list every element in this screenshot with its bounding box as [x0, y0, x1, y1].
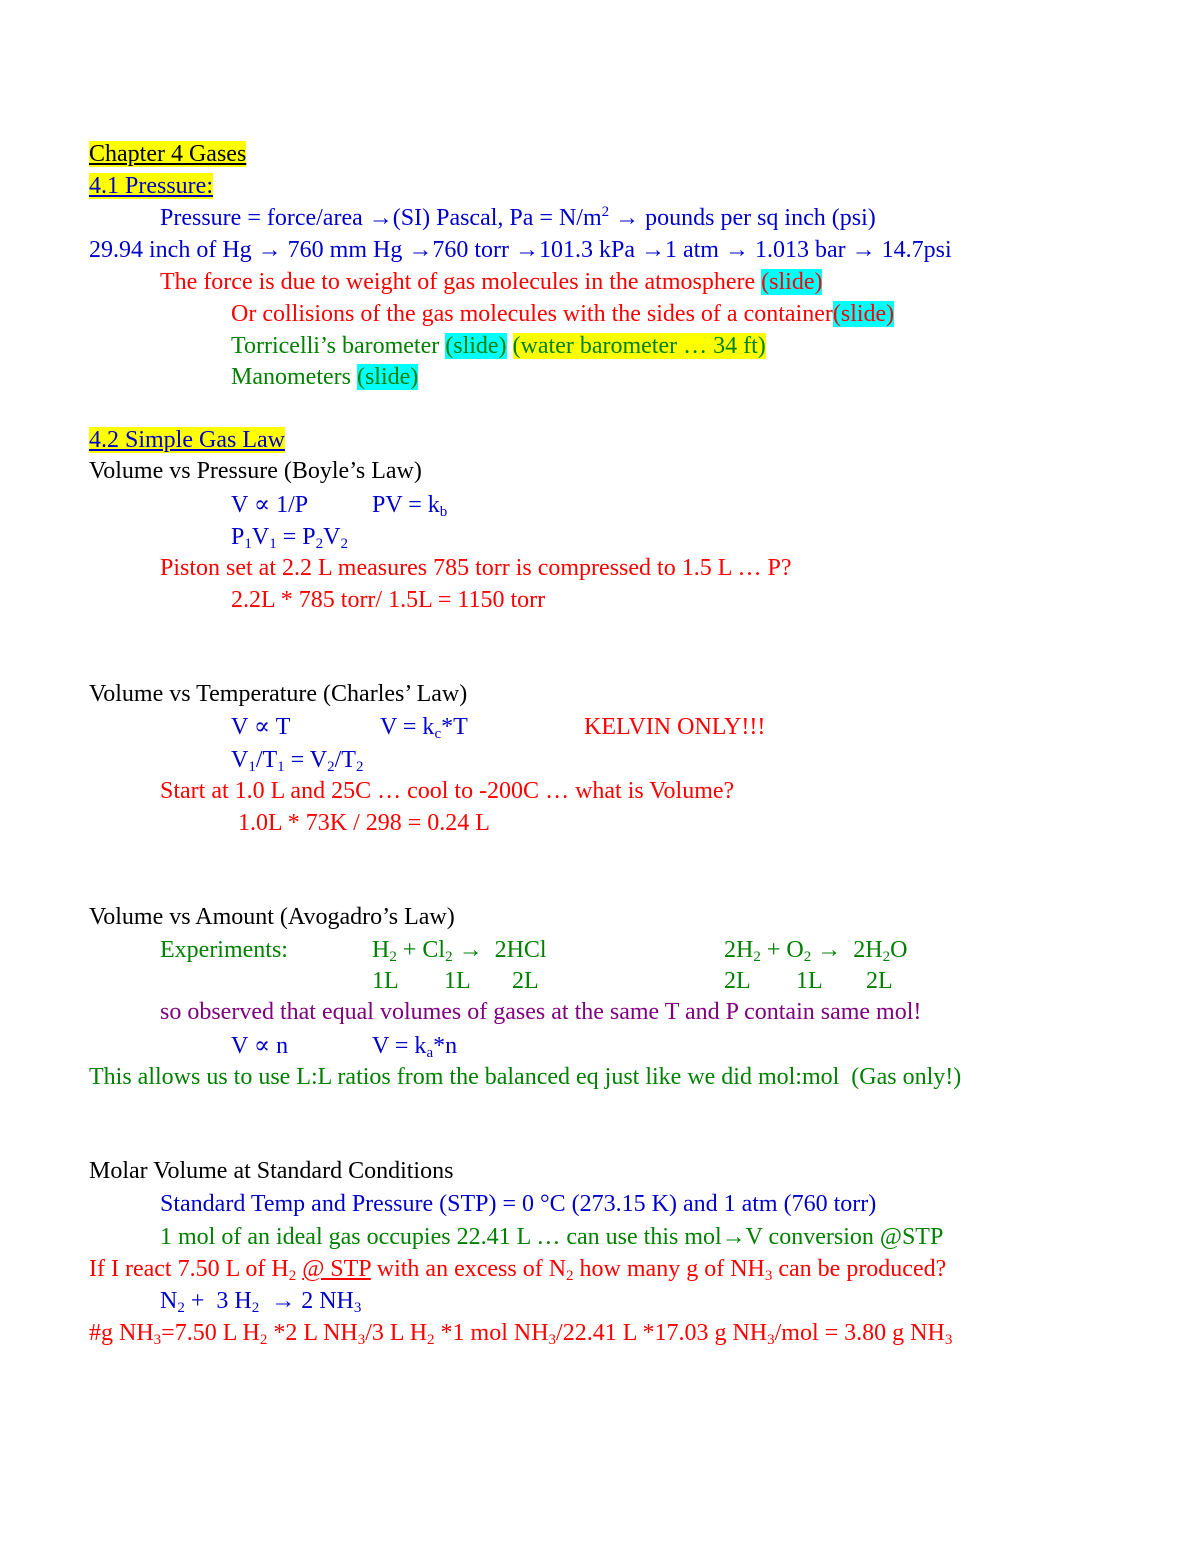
subscript: 2	[327, 759, 335, 775]
volume-value: 2L	[724, 968, 751, 994]
text-span: 2H	[724, 937, 754, 963]
subscript: 2	[753, 949, 761, 965]
subscript: 2	[177, 1300, 185, 1316]
subscript: 1	[269, 536, 277, 552]
boyle-solution: 2.2L * 785 torr/ 1.5L = 1150 torr	[231, 587, 546, 613]
text-span: 101.3 kPa	[538, 237, 641, 263]
text-span: P	[231, 524, 245, 550]
avogadro-reaction-2	[724, 935, 907, 965]
text-span: Pressure = force/area	[160, 205, 369, 231]
arrow-icon: →	[257, 237, 282, 263]
arrow-icon: →	[724, 237, 749, 263]
subscript: 3	[548, 1332, 557, 1348]
molar-problem	[89, 1254, 946, 1284]
text-span: V	[323, 524, 341, 550]
text-span: V conversion @STP	[745, 1224, 944, 1250]
subscript: 3	[767, 1332, 775, 1348]
text-span: = P	[276, 524, 316, 550]
text-span	[259, 1288, 271, 1314]
boyle-equation	[231, 522, 348, 552]
slide-tag: (slide)	[761, 269, 823, 295]
text-span: how many g of NH	[573, 1256, 765, 1282]
text-span: Manometers	[231, 364, 357, 390]
chapter-title-text: Chapter 4 Gases	[89, 141, 247, 167]
chapter-title	[89, 139, 246, 169]
text-span: 2H	[841, 937, 883, 963]
subscript: 2	[251, 1300, 260, 1316]
subscript: 2	[445, 949, 453, 965]
avogadro-observation: so observed that equal volumes of gases at the same T and P contain same mol!	[160, 999, 922, 1025]
text-span: =7.50 L H	[161, 1320, 260, 1346]
superscript: 2	[601, 204, 610, 220]
boyle-problem: Piston set at 2.2 L measures 785 torr is compressed to 1.5 L … P?	[160, 555, 792, 581]
molar-calculation	[89, 1318, 952, 1348]
subscript: 2	[340, 536, 348, 552]
text-span: Or collisions of the gas molecules with the sides of a container	[231, 301, 833, 327]
slide-tag: (slide)	[832, 301, 895, 327]
avogadro-relation-constant	[372, 1031, 457, 1061]
avogadro-reaction-1	[372, 935, 547, 965]
arrow-icon: →	[721, 1224, 746, 1250]
arrow-icon: →	[271, 1288, 296, 1314]
text-span: If I react 7.50 L of H	[89, 1256, 289, 1282]
subscript: 3	[357, 1332, 366, 1348]
subscript: 1	[244, 536, 252, 552]
volume-value: 1L	[372, 968, 399, 994]
text-span: 1 atm	[664, 237, 725, 263]
text-span	[507, 333, 513, 359]
subscript: 2	[566, 1268, 574, 1284]
text-span: + O	[760, 937, 804, 963]
subscript: 2	[427, 1332, 435, 1348]
slide-tag: (slide)	[445, 333, 507, 359]
text-span: H	[372, 937, 390, 963]
arrow-icon: →	[408, 237, 433, 263]
subscript: 1	[248, 759, 256, 775]
text-span: 2 NH	[295, 1288, 354, 1314]
arrow-icon: →	[851, 237, 876, 263]
text-span: V = k	[380, 714, 435, 740]
text-span: with an excess of N	[370, 1256, 567, 1282]
text-span: 2HCl	[482, 937, 547, 963]
arrow-icon: →	[615, 205, 640, 231]
volume-value: 2L	[512, 968, 539, 994]
subscript: 2	[288, 1268, 297, 1284]
text-span: *2 L NH	[267, 1320, 358, 1346]
subscript: 2	[315, 536, 324, 552]
pressure-manometers	[231, 362, 418, 392]
text-span: /T	[334, 747, 356, 773]
text-span: The force is due to weight of gas molecules in the atmosphere	[160, 269, 762, 295]
subscript: 2	[355, 759, 364, 775]
pressure-definition	[160, 203, 876, 233]
molar-stp-definition: Standard Temp and Pressure (STP) = 0 °C (273.15 K) and 1 atm (760 torr)	[160, 1191, 877, 1217]
text-span: 14.7psi	[875, 237, 952, 263]
subscript: b	[439, 504, 448, 520]
arrow-icon: →	[368, 205, 393, 231]
pressure-collisions	[231, 299, 894, 329]
arrow-icon: →	[458, 937, 483, 963]
subscript: 1	[277, 759, 285, 775]
avogadro-title: Volume vs Amount (Avogadro’s Law)	[89, 904, 455, 930]
molar-reaction	[160, 1286, 361, 1316]
text-span: 29.94 inch of Hg	[89, 237, 258, 263]
text-span: 760 mm Hg	[281, 237, 409, 263]
text-span: + Cl	[396, 937, 446, 963]
boyle-relation-constant	[372, 490, 447, 520]
subscript: 3	[764, 1268, 773, 1284]
water-barometer-note: (water barometer … 34 ft)	[512, 333, 766, 359]
slide-tag: (slide)	[356, 364, 419, 390]
text-span: /mol = 3.80 g NH	[774, 1320, 945, 1346]
section-heading-simple-gas-law	[89, 425, 285, 455]
text-span: O	[890, 937, 908, 963]
boyle-title: Volume vs Pressure (Boyle’s Law)	[89, 458, 422, 484]
text-span: can be produced?	[772, 1256, 947, 1282]
text-span: Torricelli’s barometer	[231, 333, 446, 359]
text-span: V	[251, 524, 270, 550]
text-span: + 3 H	[184, 1288, 252, 1314]
charles-solution: 1.0L * 73K / 298 = 0.24 L	[238, 810, 490, 836]
text-span: 1 mol of an ideal gas occupies 22.41 L … can use this mol	[160, 1224, 722, 1250]
volume-value: 1L	[796, 968, 823, 994]
text-span: *T	[441, 714, 468, 740]
molar-occupies	[160, 1222, 943, 1252]
subscript: c	[434, 726, 442, 742]
arrow-icon: →	[817, 937, 842, 963]
text-span: = V	[284, 747, 328, 773]
text-span: /T	[255, 747, 278, 773]
arrow-icon: →	[640, 237, 665, 263]
stp-underlined: @ STP	[302, 1256, 371, 1282]
arrow-icon: →	[514, 237, 539, 263]
charles-problem: Start at 1.0 L and 25C … cool to -200C … what is Volume?	[160, 778, 735, 804]
volume-value: 2L	[866, 968, 893, 994]
text-span: *n	[433, 1033, 458, 1059]
pressure-heading-text: 4.1 Pressure:	[89, 173, 213, 199]
subscript: a	[426, 1045, 434, 1061]
text-span: V	[231, 747, 249, 773]
subscript: 3	[153, 1332, 162, 1348]
charles-kelvin-warning: KELVIN ONLY!!!	[584, 714, 766, 740]
text-span: 1.013 bar	[748, 237, 852, 263]
charles-equation	[231, 745, 363, 775]
subscript: 2	[882, 949, 891, 965]
text-span: /22.41 L *17.03 g NH	[556, 1320, 768, 1346]
subscript: 3	[944, 1332, 953, 1348]
text-span: pounds per sq inch (psi)	[639, 205, 876, 231]
boyle-relation-proportional: V ∝ 1/P	[231, 492, 309, 518]
avogadro-experiments-label: Experiments:	[160, 937, 288, 963]
section-heading-pressure	[89, 171, 213, 201]
subscript: 3	[353, 1300, 362, 1316]
molar-volume-title: Molar Volume at Standard Conditions	[89, 1158, 454, 1184]
charles-title: Volume vs Temperature (Charles’ Law)	[89, 681, 468, 707]
simple-gas-law-heading-text: 4.2 Simple Gas Law	[89, 427, 285, 453]
text-span: PV = k	[372, 492, 440, 518]
pressure-units-conversion	[89, 235, 952, 265]
subscript: 2	[259, 1332, 268, 1348]
text-span: V = k	[372, 1033, 427, 1059]
subscript: 2	[389, 949, 397, 965]
text-span: N	[160, 1288, 178, 1314]
text-span: *1 mol NH	[434, 1320, 549, 1346]
text-span: /3 L H	[365, 1320, 428, 1346]
avogadro-ratios-note: This allows us to use L:L ratios from the balanced eq just like we did mol:mol (Gas only!)	[89, 1064, 962, 1090]
text-span: #g NH	[89, 1320, 154, 1346]
text-span: (SI) Pascal, Pa = N/m	[392, 205, 602, 231]
pressure-force-weight	[160, 267, 822, 297]
text-span: 760 torr	[432, 237, 515, 263]
volume-value: 1L	[444, 968, 471, 994]
subscript: 2	[803, 949, 812, 965]
charles-relation-constant	[380, 712, 468, 742]
charles-relation-proportional: V ∝ T	[231, 714, 291, 740]
avogadro-relation-proportional: V ∝ n	[231, 1033, 289, 1059]
pressure-barometer	[231, 331, 766, 361]
